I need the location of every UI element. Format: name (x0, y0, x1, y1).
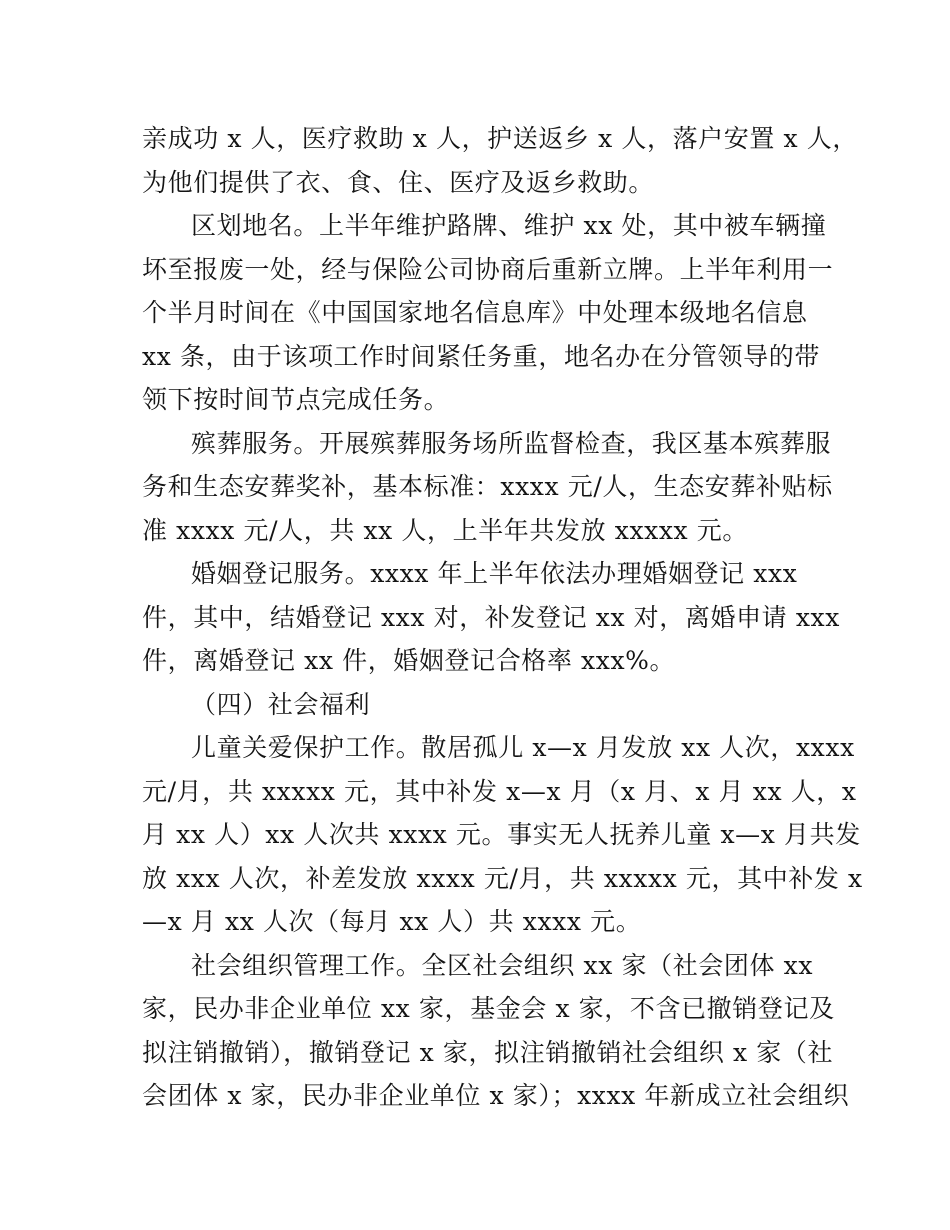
text-line: 放 xxx 人次，补差发放 xxxx 元/月，共 xxxxx 元，其中补发 x (142, 864, 863, 893)
text-line: 件，离婚登记 xx 件，婚姻登记合格率 xxx%。 (142, 646, 676, 675)
text-line: 坏至报废一处，经与保险公司协商后重新立牌。上半年利用一 (142, 255, 834, 284)
text-line: 元/月，共 xxxxx 元，其中补发 x—x 月（x 月、x 月 xx 人，x (142, 777, 857, 806)
text-line: 为他们提供了衣、食、住、医疗及返乡救助。 (142, 168, 655, 197)
text-line: 务和生态安葬奖补，基本标准：xxxx 元/人，生态安葬补贴标 (142, 472, 833, 501)
section-heading: （四）社会福利 (191, 690, 371, 719)
paragraph-start-line: 区划地名。上半年维护路牌、维护 xx 处，其中被车辆撞 (191, 211, 827, 240)
text-line: 领下按时间节点完成任务。 (142, 385, 450, 414)
paragraph-start-line: 社会组织管理工作。全区社会组织 xx 家（社会团体 xx (191, 951, 814, 980)
text-line: 家，民办非企业单位 xx 家，基金会 x 家，不含已撤销登记及 (142, 994, 835, 1023)
text-line: 准 xxxx 元/人，共 xx 人，上半年共发放 xxxxx 元。 (142, 516, 748, 545)
paragraph-start-line: 儿童关爱保护工作。散居孤儿 x—x 月发放 xx 人次，xxxx (191, 733, 855, 762)
text-line: 拟注销撤销），撤销登记 x 家，拟注销撤销社会组织 x 家（社 (142, 1038, 834, 1067)
text-line: xx 条，由于该项工作时间紧任务重，地名办在分管领导的带 (142, 342, 820, 371)
text-line: 会团体 x 家，民办非企业单位 x 家）；xxxx 年新成立社会组织 (142, 1081, 850, 1110)
text-line: 月 xx 人）xx 人次共 xxxx 元。事实无人抚养儿童 x—x 月共发 (142, 820, 861, 849)
paragraph-start-line: 婚姻登记服务。xxxx 年上半年依法办理婚姻登记 xxx (191, 559, 798, 588)
text-line: 个半月时间在《中国国家地名信息库》中处理本级地名信息 (142, 298, 808, 327)
text-line: 亲成功 x 人，医疗救助 x 人，护送返乡 x 人，落户安置 x 人， (142, 124, 858, 153)
text-line: —x 月 xx 人次（每月 xx 人）共 xxxx 元。 (142, 907, 642, 936)
text-line: 件，其中，结婚登记 xxx 对，补发登记 xx 对，离婚申请 xxx (142, 603, 840, 632)
paragraph-start-line: 殡葬服务。开展殡葬服务场所监督检查，我区基本殡葬服 (191, 429, 832, 458)
